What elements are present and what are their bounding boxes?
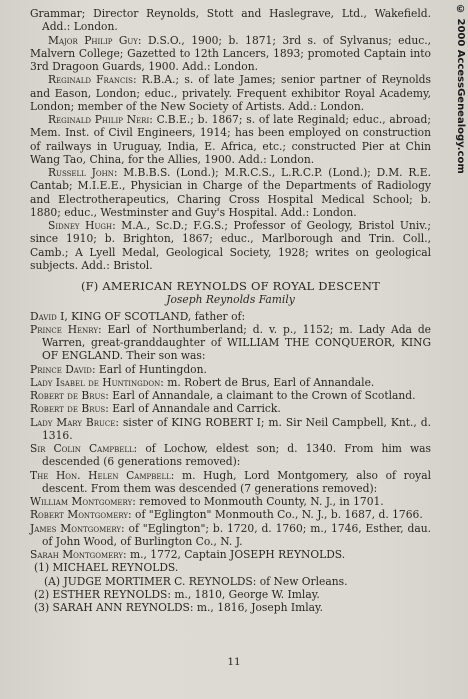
page-number: 11 — [227, 656, 241, 668]
grandchild-item: (A) JUDGE MORTIMER C. REYNOLDS: of New Orleans. — [44, 574, 348, 588]
lineage-text: : sister of KING ROBERT I; m. Sir Neil Campbell, Knt., d. 1316. — [42, 415, 431, 442]
lineage-name: Robert de Brus — [30, 389, 106, 402]
lineage-item — [30, 469, 431, 496]
section-subheading: Joseph Reynolds Family — [166, 293, 295, 307]
entry-name: Reginald Philip Neri — [48, 113, 150, 126]
lineage-name: Sir Colin Campbell — [30, 442, 134, 455]
lineage-name: The Hon. Helen Campbell — [30, 468, 171, 482]
child-item: (2) ESTHER REYNOLDS: m., 1810, George W. Imlay. — [34, 587, 320, 601]
lineage-item — [30, 376, 431, 389]
entry-text: : R.B.A.; s. of late James; senior partner of Reynolds and Eason, London; educ., privately. Frequent exhibitor Royal Academy, London; member of the New Society of Artists. Add.: London. — [30, 73, 432, 113]
entry-reginald-francis — [30, 73, 431, 113]
lineage-name: James Montgomery — [30, 521, 122, 535]
lineage-item — [30, 402, 431, 415]
lineage-text: : m. Robert de Brus, Earl of Annandale. — [160, 375, 375, 389]
lineage-item — [30, 363, 431, 376]
lineage-text: : of Lochow, eldest son; d. 1340. From him was descended (6 generations removed): — [42, 442, 431, 469]
lineage-name: Prince Henry — [30, 322, 98, 336]
lineage-name: Lady Isabel de Huntingdon — [30, 375, 161, 389]
lineage-name: Robert Montgomery — [30, 508, 129, 522]
child-item: (3) SARAH ANN REYNOLDS: m., 1816, Joseph Imlay. — [34, 601, 324, 614]
lineage-name: Prince David — [30, 362, 92, 376]
lineage-name: Robert de Brus — [30, 402, 106, 416]
entry-continuation — [30, 7, 431, 34]
lineage-text: , KING OF SCOTLAND, father of: — [64, 309, 246, 323]
lineage-text: : m., 1772, Captain JOSEPH REYNOLDS. — [122, 548, 346, 561]
lineage-item — [30, 416, 431, 443]
copyright-notice: © 2000 AccessGenealogy.com — [455, 4, 466, 174]
lineage-item — [30, 495, 431, 508]
entry-name: Sidney Hugh — [48, 219, 113, 232]
lineage-text: : Earl of Huntingdon. — [91, 362, 207, 376]
lineage-text: : m. Hugh, Lord Montgomery, also of royal descent. From them was descended (7 generations removed): — [42, 468, 431, 495]
entry-text: : M.B.B.S. (Lond.); M.R.C.S., L.R.C.P. (Lond.); D.M. R.E. Cantab; M.I.E.E., Physician in Charge of the Departments of Radiology and Electrotherapeutics, Charing Cross Hospital Medical School; b. 1880; educ., Westminster and Guy's Hospital. Add.: London. — [30, 166, 431, 219]
child-item: (1) MICHAEL REYNOLDS. — [34, 561, 179, 575]
entry-name: Reginald Francis — [48, 73, 133, 87]
lineage-name: Sarah Montgomery — [30, 548, 123, 561]
lineage-name: Lady Mary Bruce — [30, 415, 116, 429]
entry-reginald-philip-neri — [30, 113, 431, 166]
lineage-text: : removed to Monmouth County, N. J., in 1701. — [132, 495, 384, 508]
lineage-name: William Montgomery — [30, 495, 133, 508]
entry-text: Grammar; Director Reynolds, Stott and Haslegrave, Ltd., Wakefield. Add.: London. — [30, 7, 431, 34]
lineage-text: : of "Eglington" Monmouth Co., N. J., b. 1687, d. 1766. — [128, 508, 423, 522]
entry-text: : C.B.E.; b. 1867; s. of late Reginald; educ., abroad; Mem. Inst. of Civil Engineers, 1914; has been employed on construction of railways in Uruguay, India, E. Africa, etc.; constructed Pier at Chin Wang Tao, China, for the Allies, 1900. Add.: London. — [30, 113, 431, 166]
entry-name: Major Philip Guy — [48, 33, 138, 47]
section-heading: (F) AMERICAN REYNOLDS OF ROYAL DESCENT — [80, 279, 381, 293]
lineage-item — [30, 548, 431, 561]
lineage-item — [30, 522, 431, 549]
lineage-item — [30, 442, 431, 469]
lineage-item — [30, 389, 431, 402]
entry-text: : M.A., Sc.D.; F.G.S.; Professor of Geology, Bristol Univ.; since 1910; b. Brighton, 1867; educ., Marlborough and Trin. Coll., Camb.; A Lyell Medal, Geological Society, 1928; writes on geological subjects. Add.: Bristol. — [30, 219, 431, 272]
lineage-item — [30, 508, 431, 521]
lineage-item — [30, 323, 431, 363]
entry-sidney-hugh — [30, 219, 431, 272]
lineage-text: : Earl of Northumberland; d. v. p., 1152; m. Lady Ada de Warren, great-granddaughter of WILLIAM THE CONQUEROR, KING OF ENGLAND. Their son was: — [42, 322, 431, 363]
lineage-item — [30, 310, 431, 323]
entry-russell-john — [30, 166, 431, 219]
entry-name: Russell John — [48, 166, 114, 179]
entry-philip-guy — [30, 34, 431, 74]
lineage-text: : of "Eglington"; b. 1720, d. 1760; m., 1746, Esther, dau. of John Wood, of Burlington Co., N. J. — [42, 521, 431, 548]
entry-text: : D.S.O., 1900; b. 1871; 3rd s. of Sylvanus; educ., Malvern College; Gazetted to 12th Lancers, 1893; promoted Captain into 3rd Dragoon Guards, 1900. Add.: London. — [30, 33, 431, 73]
lineage-name: David I — [30, 309, 65, 323]
lineage-text: : Earl of Annandale, a claimant to the Crown of Scotland. — [105, 389, 416, 402]
page-content — [30, 7, 431, 614]
lineage-text: : Earl of Annandale and Carrick. — [105, 402, 281, 416]
